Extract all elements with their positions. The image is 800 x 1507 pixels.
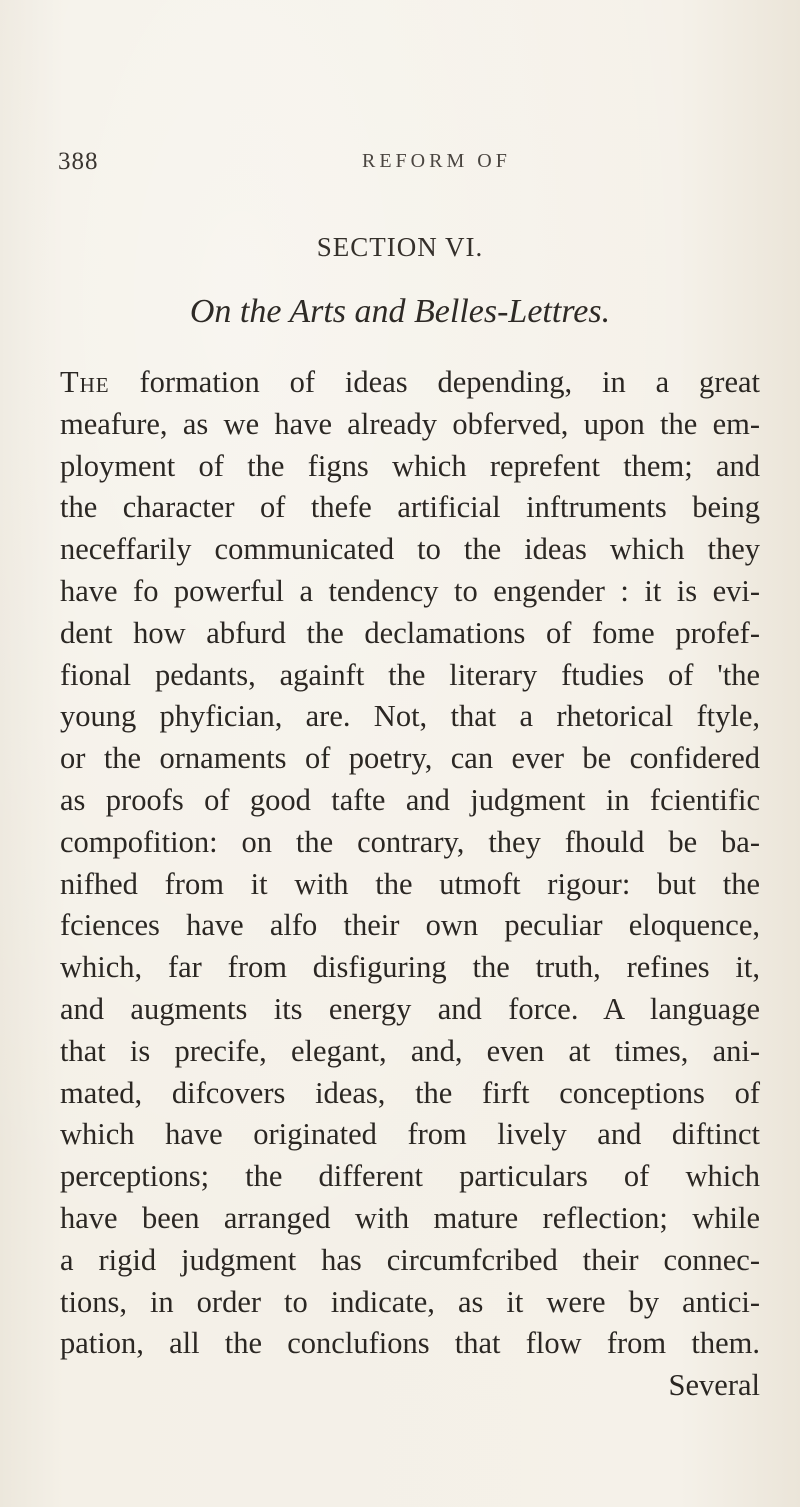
text-line: a rigid judgment has circumfcribed their connec-	[60, 1242, 760, 1277]
text-line: ployment of the figns which reprefent them; and	[60, 448, 760, 483]
catchword: Several	[668, 1368, 760, 1403]
text-line: young phyfician, are. Not, that a rhetorical ftyle,	[60, 699, 760, 734]
text-line: which have originated from lively and diftinct	[60, 1117, 760, 1152]
first-word: The	[60, 365, 110, 399]
text-line: mated, difcovers ideas, the firft conceptions of	[60, 1075, 760, 1110]
text-line: dent how abfurd the declamations of fome profef-	[60, 615, 760, 650]
section-heading: SECTION VI.	[316, 232, 484, 262]
running-title: REFORM OF	[362, 150, 511, 172]
text-line: that is precife, elegant, and, even at times, ani-	[60, 1033, 760, 1068]
running-head	[0, 148, 800, 178]
text-line: nifhed from it with the utmoft rigour: but the	[60, 866, 760, 901]
text-line: as proofs of good tafte and judgment in fcientific	[60, 782, 760, 817]
text-line	[60, 362, 760, 404]
text-line: and augments its energy and force. A language	[60, 991, 760, 1026]
text-line: have fo powerful a tendency to engender : it is evi-	[60, 573, 760, 608]
text-line: which, far from disfiguring the truth, refines it,	[60, 950, 760, 985]
text-line: have been arranged with mature reflection; while	[60, 1200, 760, 1235]
text-line: neceffarily communicated to the ideas which they	[60, 532, 760, 567]
text-line: the character of thefe artificial inftruments being	[60, 490, 760, 525]
text-line: fciences have alfo their own peculiar eloquence,	[60, 908, 760, 943]
text-line: meafure, as we have already obferved, upon the em-	[60, 406, 760, 441]
body-text	[60, 362, 760, 1407]
text-line: perceptions; the different particulars of which	[60, 1159, 760, 1194]
text-line: or the ornaments of poetry, can ever be confidered	[60, 741, 760, 776]
section-subtitle: On the Arts and Belles-Lettres.	[189, 293, 611, 330]
text-line: tions, in order to indicate, as it were by antici-	[60, 1284, 760, 1319]
text-line: pation, all the conclufions that flow from them.	[60, 1326, 760, 1361]
text-line: fional pedants, againft the literary ftudies of 'the	[60, 657, 760, 692]
text-line-content: formation of ideas depending, in a great	[109, 365, 760, 399]
text-line: compofition: on the contrary, they fhould be ba-	[60, 824, 760, 859]
page-number: 388	[58, 148, 99, 175]
